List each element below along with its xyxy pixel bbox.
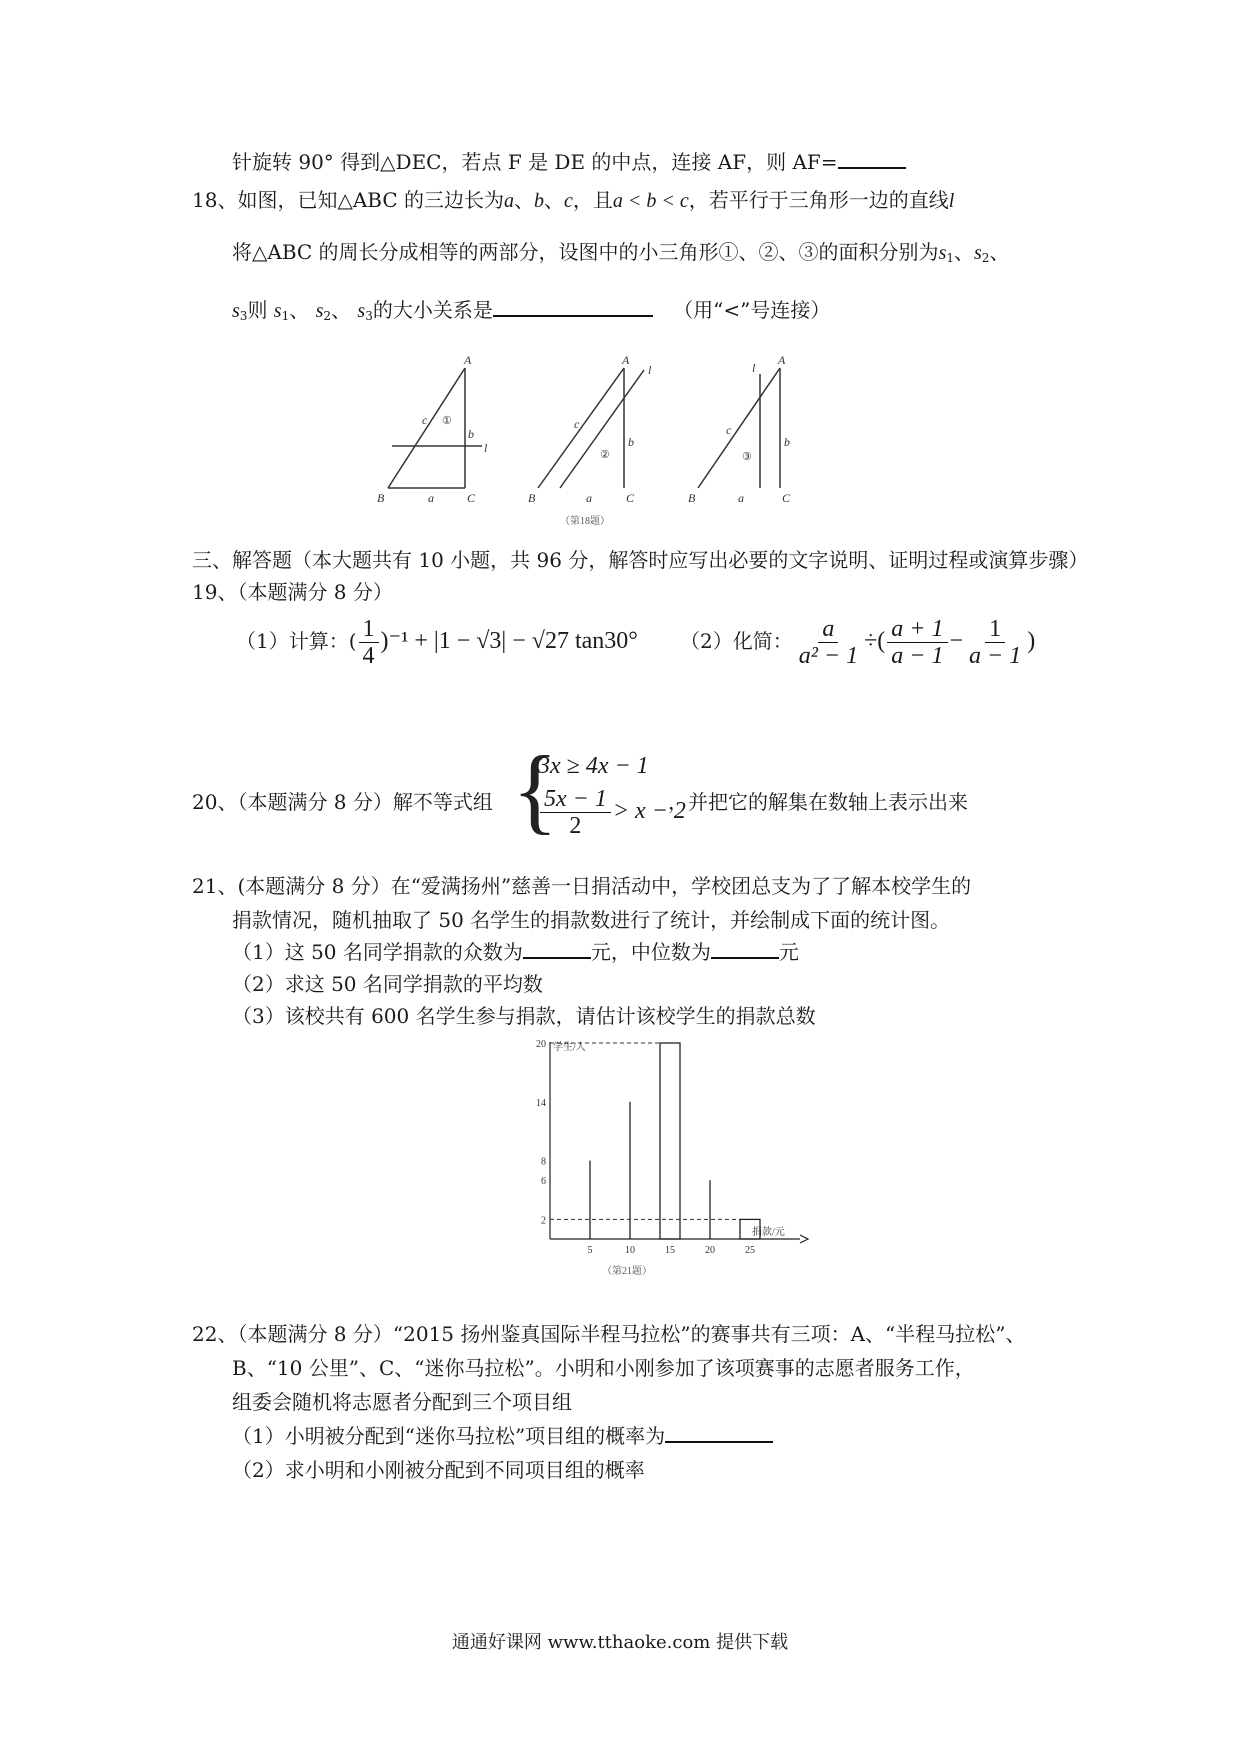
q21-text: (本题满分 8 分）在“爱满扬州”慈善一日捐活动中，学校团总支为了了解本校学生的 <box>237 874 972 898</box>
q20-ineq1 <box>538 750 649 782</box>
q21-text: 捐款情况，随机抽取了 50 名学生的捐款数进行了统计，并绘制成下面的统计图。 <box>232 908 951 932</box>
sep: 、 <box>289 298 310 322</box>
answer-blank-q18[interactable] <box>493 297 653 317</box>
label-b: b <box>628 435 634 449</box>
answer-blank-q22[interactable] <box>665 1423 773 1443</box>
q19-part1 <box>236 616 638 669</box>
sep: 、 <box>544 188 565 212</box>
label-l: l <box>648 363 652 377</box>
sep: 、 <box>514 188 535 212</box>
q22-line2 <box>232 1354 975 1382</box>
sub: 2 <box>323 309 332 323</box>
sub: 3 <box>365 309 373 323</box>
sym-s: s <box>315 300 324 322</box>
label-b: b <box>468 427 474 441</box>
label-C: C <box>467 491 476 505</box>
inequality: a < b < c <box>612 190 689 212</box>
frac-num: a + 1 <box>887 616 947 643</box>
q22-line3 <box>232 1388 572 1416</box>
sep: 、 <box>954 240 974 264</box>
section-text: 三、解答题（本大题共有 10 小题，共 96 分，解答时应写出必要的文字说明、证明过程或演算步骤） <box>192 548 1089 572</box>
x-tick-label: 25 <box>745 1245 755 1256</box>
q17-text: 针旋转 90° 得到△DEC，若点 F 是 DE 的中点，连接 AF，则 AF= <box>232 150 838 174</box>
q18-text: 的大小关系是 <box>372 298 493 322</box>
label-l: l <box>484 441 488 455</box>
q21-part3 <box>232 1002 816 1030</box>
fraction <box>795 616 862 669</box>
q22-text: （1）小明被分配到“迷你马拉松”项目组的概率为 <box>232 1424 666 1448</box>
label-a: a <box>428 491 434 505</box>
q22-part2 <box>232 1456 645 1484</box>
x-axis-arrow <box>800 1235 808 1243</box>
sym-s: s <box>232 300 240 322</box>
frac-num: 1 <box>359 616 379 643</box>
label-A: A <box>464 353 472 367</box>
sym-s: s <box>974 242 982 264</box>
sym-b: b <box>534 190 545 212</box>
sep: 、 <box>331 298 352 322</box>
label-A: A <box>622 353 630 367</box>
q18-line2 <box>232 238 1009 272</box>
page-footer <box>0 1628 1240 1654</box>
question-number: 21、 <box>192 874 238 898</box>
q19-p1-label: （1）计算：( <box>236 629 357 653</box>
q21-text: （3）该校共有 600 名学生参与捐款，请估计该校学生的捐款总数 <box>232 1004 816 1028</box>
q18-text: ，若平行于三角形一边的直线 <box>688 188 949 212</box>
label-C: C <box>782 491 791 505</box>
chart-marks <box>536 1039 808 1256</box>
q20-text: （本题满分 8 分）解不等式组 <box>237 790 493 814</box>
label-a: a <box>586 491 592 505</box>
region-3: ③ <box>742 451 752 463</box>
label-B: B <box>377 491 385 505</box>
frac-den: a² − 1 <box>798 643 859 669</box>
question-number: 19、 <box>192 580 238 604</box>
q19-p1-expr: )⁻¹ + |1 − √3| − √27 tan30° <box>380 628 638 654</box>
q22-line1 <box>192 1320 1026 1348</box>
q21-part1 <box>232 938 799 966</box>
q20-ineq2 <box>538 786 686 839</box>
label-b: b <box>784 435 790 449</box>
fraction <box>887 616 947 669</box>
q18-line3 <box>232 296 830 330</box>
q19-p2-label: （2）化简： <box>680 629 793 653</box>
chart-caption: （第21题） <box>602 1266 652 1277</box>
footer-text: 通通好课网 www.tthaoke.com 提供下载 <box>451 1632 789 1653</box>
y-tick-label: 14 <box>536 1097 546 1109</box>
frac-den: a − 1 <box>891 643 944 669</box>
answer-blank-mode[interactable] <box>523 939 591 959</box>
q19-header <box>192 578 393 606</box>
question-number: 18、 <box>192 188 238 212</box>
section-heading <box>192 546 1088 574</box>
sep: 、 <box>989 240 1010 264</box>
side-c <box>698 368 780 488</box>
region-2: ② <box>600 449 610 461</box>
frac-den: 4 <box>362 643 375 669</box>
q20-text-line <box>192 788 493 816</box>
x-axis-label: 捐款/元 <box>752 1227 785 1238</box>
q22-text: （本题满分 8 分）“2015 扬州鉴真国际半程马拉松”的赛事共有三项：A、“半程马拉松”、 <box>237 1322 1026 1346</box>
q18-figures <box>370 352 840 534</box>
q20-tail <box>668 788 968 816</box>
q21-line1 <box>192 872 971 900</box>
label-C: C <box>626 491 635 505</box>
sym-s: s <box>938 242 947 264</box>
y-tick-label: 2 <box>541 1215 546 1227</box>
frac-den: 2 <box>569 813 582 839</box>
label-B: B <box>528 491 536 505</box>
q21-text: （2）求这 50 名同学捐款的平均数 <box>232 972 543 996</box>
operator: ) <box>1027 628 1036 654</box>
frac-num: 1 <box>985 616 1005 643</box>
fraction-1-4 <box>359 616 379 669</box>
q19-part2 <box>680 616 1035 669</box>
sub: 1 <box>946 251 954 265</box>
q18-text: （用“<”号连接） <box>673 298 831 322</box>
q20-text: ，并把它的解集在数轴上表示出来 <box>668 790 968 814</box>
sym-l: l <box>948 190 955 212</box>
operator: − <box>949 628 964 654</box>
frac-den: a − 1 <box>969 643 1022 669</box>
line-l <box>560 370 644 488</box>
donation-chart <box>530 1034 820 1280</box>
figure-3 <box>688 353 791 505</box>
x-tick-label: 5 <box>587 1245 593 1256</box>
q18-text: 如图，已知△ABC 的三边长为 <box>237 188 505 212</box>
sym-c: c <box>564 190 573 212</box>
label-c: c <box>422 413 428 427</box>
label-c: c <box>726 423 732 437</box>
system-brace: { <box>512 736 559 843</box>
sub: 1 <box>281 309 290 323</box>
answer-blank-median[interactable] <box>711 939 779 959</box>
sub: 2 <box>981 251 990 265</box>
question-number: 20、 <box>192 790 238 814</box>
q21-text: 元 <box>778 940 799 964</box>
side-c <box>538 368 624 488</box>
label-B: B <box>688 491 696 505</box>
q22-text: 组委会随机将志愿者分配到三个项目组 <box>232 1390 572 1414</box>
label-l: l <box>752 361 756 375</box>
q18-text: ，且 <box>572 188 613 212</box>
frac-num: a <box>818 616 838 643</box>
sym-s: s <box>273 300 282 322</box>
question-number: 22、 <box>192 1322 238 1346</box>
x-tick-label: 10 <box>625 1245 635 1256</box>
q22-part1 <box>232 1422 773 1450</box>
q21-text: （1）这 50 名同学捐款的众数为 <box>232 940 523 964</box>
inequality-1: 3x ≥ 4x − 1 <box>538 753 649 779</box>
q22-text: （2）求小明和小刚被分配到不同项目组的概率 <box>232 1458 645 1482</box>
operator: ÷( <box>864 628 886 654</box>
label-c: c <box>574 417 580 431</box>
label-A: A <box>778 353 786 367</box>
bar-15 <box>660 1043 680 1239</box>
side-c <box>388 368 465 488</box>
label-a: a <box>738 491 744 505</box>
x-tick-label: 15 <box>665 1245 675 1256</box>
q18-text: 则 <box>247 298 268 322</box>
sub: 3 <box>239 309 248 323</box>
sym-a: a <box>504 190 515 212</box>
y-tick-label: 6 <box>541 1176 546 1188</box>
region-1: ① <box>442 415 452 427</box>
q21-line2 <box>232 906 950 934</box>
y-tick-label: 8 <box>541 1156 546 1168</box>
y-axis-label: 学生/人 <box>553 1042 586 1053</box>
q18-caption: （第18题） <box>560 516 610 527</box>
y-tick-label: 20 <box>536 1039 546 1050</box>
sym-s: s <box>357 300 366 322</box>
fraction <box>965 616 1025 669</box>
figure-1 <box>377 353 488 505</box>
inequality-2-rhs: > x − 2 <box>612 798 686 824</box>
frac-num: 5x − 1 <box>540 786 611 813</box>
q17-tail <box>232 148 906 176</box>
q22-text: B、“10 公里”、C、“迷你马拉松”。小明和小刚参加了该项赛事的志愿者服务工作， <box>232 1356 975 1380</box>
x-tick-label: 20 <box>705 1245 715 1256</box>
q21-part2 <box>232 970 543 998</box>
q18-text: 将△ABC 的周长分成相等的两部分，设图中的小三角形①、②、③的面积分别为 <box>232 240 939 264</box>
answer-blank-q17[interactable] <box>838 149 906 169</box>
q21-text: 元，中位数为 <box>590 940 711 964</box>
q19-text: （本题满分 8 分） <box>237 580 393 604</box>
q18-line1 <box>192 186 954 215</box>
fraction <box>540 786 611 839</box>
figure-2 <box>528 353 652 505</box>
